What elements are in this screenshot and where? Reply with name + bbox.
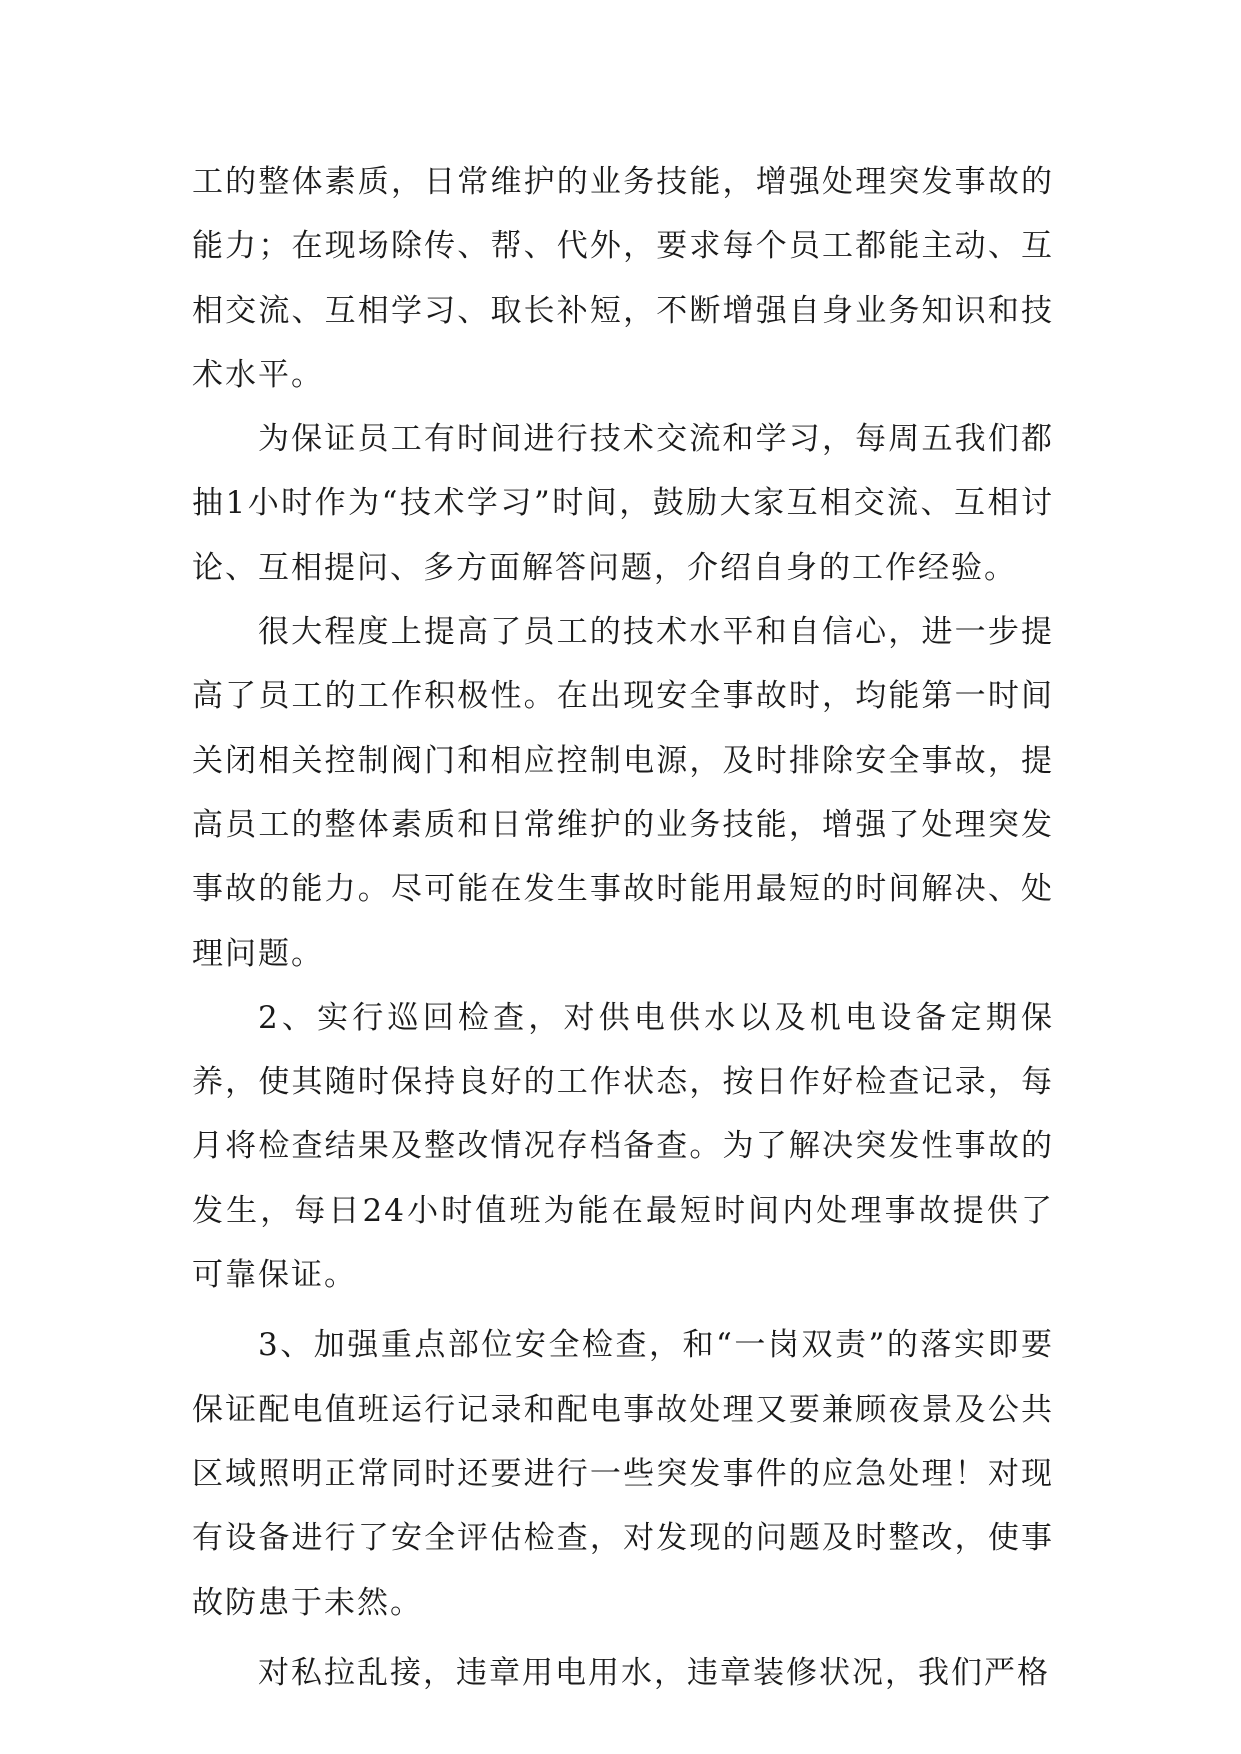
paragraph-patrol-inspection: 2、实行巡回检查，对供电供水以及机电设备定期保养，使其随时保持良好的工作状态，按日作好检查记录，每月将检查结果及整改情况存档备查。为了解决突发性事故的发生，每日24小时值班为能在最短时间内处理事故提供了可靠保证。 bbox=[192, 999, 1054, 1294]
paragraph-continuation: 工的整体素质，日常维护的业务技能，增强处理突发事故的能力；在现场除传、帮、代外，要求每个员工都能主动、互相交流、互相学习、取长补短，不断增强自身业务知识和技术水平。 bbox=[192, 164, 1054, 393]
document-body bbox=[192, 150, 1054, 1705]
paragraph-illegal-wiring: 对私拉乱接，违章用电用水，违章装修状况，我们严格 bbox=[258, 1654, 1050, 1691]
paragraph-key-area-safety: 3、加强重点部位安全检查，和“一岗双责”的落实即要保证配电值班运行记录和配电事故处理又要兼顾夜景及公共区域照明正常同时还要进行一些突发事件的应急处理！对现有设备进行了安全评估检查，对发现的问题及时整改，使事故防患于未然。 bbox=[192, 1327, 1054, 1621]
paragraph-technical-study: 为保证员工有时间进行技术交流和学习，每周五我们都抽1小时作为“技术学习”时间，鼓励大家互相交流、互相讨论、互相提问、多方面解答问题，介绍自身的工作经验。 bbox=[192, 421, 1054, 586]
paragraph-skill-improvement: 很大程度上提高了员工的技术水平和自信心，进一步提高了员工的工作积极性。在出现安全事故时，均能第一时间关闭相关控制阀门和相应控制电源，及时排除安全事故，提高员工的整体素质和日常维护的业务技能，增强了处理突发事故的能力。尽可能在发生事故时能用最短的时间解决、处理问题。 bbox=[192, 614, 1054, 972]
